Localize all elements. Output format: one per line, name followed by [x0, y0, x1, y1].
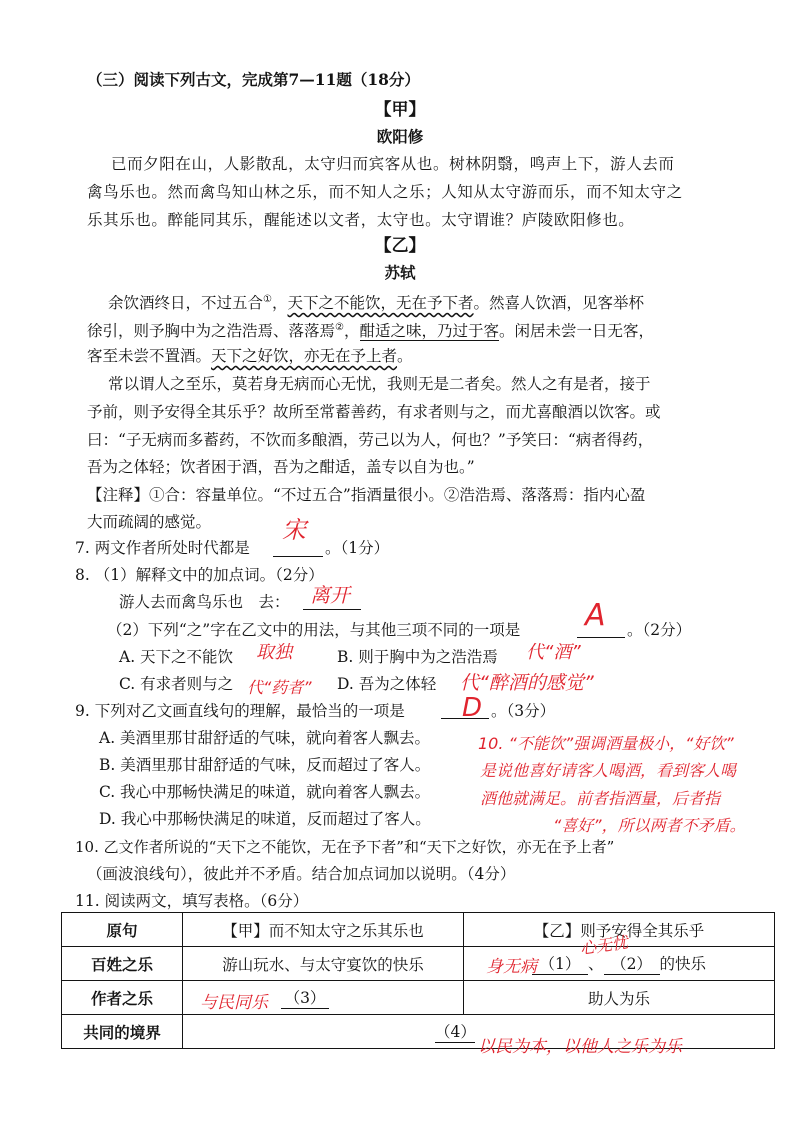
section-title: （三）阅读下列古文，完成第7—11题（18分） — [87, 70, 420, 89]
handwritten-answer-10-line: 酒他就满足。前者指酒量，后者指 — [480, 789, 721, 808]
passage-b-line: 曰：“子无病而多蓄药，不饮而多酿酒，劳己以为人，何也？”予笑曰：“病者得药， — [87, 431, 654, 449]
option-8-a: A. 天下之不能饮 — [119, 648, 234, 666]
handwritten-answer-10-line: 10. “不能饮”强调酒量极小，“好饮” — [478, 734, 734, 753]
option-9: A. 美酒里那甘甜舒适的气味，就向着客人飘去。 — [99, 729, 431, 747]
handwritten-answer-8-2: A — [585, 598, 606, 633]
text: 余饮酒终日，不过五合 — [108, 294, 264, 313]
handwritten-answer-9: D — [462, 693, 483, 723]
footnote-mark: ① — [263, 294, 272, 305]
question-10-line-2: （画波浪线句），彼此并不矛盾。结合加点词加以说明。（4分） — [87, 865, 516, 883]
handwritten-answer-11-4: 以民为本，以他人之乐为乐 — [478, 1037, 682, 1057]
text: ， — [343, 322, 360, 341]
annotation-line: 【注释】①合：容量单位。“不过五合”指酒量很小。②浩浩焉、落落焉：指内心盈 — [87, 486, 646, 504]
underlined-sentence: 酣适之味，乃过于客 — [359, 322, 500, 341]
passage-a-line: 乐其乐也。醉能同其乐，醒能述以文者，太守也。太守谓谁？庐陵欧阳修也。 — [87, 211, 635, 229]
table-header: 原句 — [62, 913, 183, 947]
row-label: 共同的境界 — [62, 1015, 183, 1049]
passage-a-line: 禽鸟乐也。然而禽鸟知山林之乐，而不知人之乐；人知从太守游而乐，而不知太守之 — [87, 183, 683, 201]
question-10-line-1: 10. 乙文作者所说的“天下之不能饮，无在予下者”和“天下之好饮，亦无在予上者” — [75, 838, 615, 856]
question-8-1: 游人去而禽鸟乐也 去： — [119, 593, 290, 611]
answer-table — [61, 912, 775, 1049]
text: 、 — [587, 955, 604, 973]
answer-blank[interactable]: （3） — [281, 986, 329, 1009]
handwritten-note-8c: 代“药者” — [247, 678, 312, 697]
passage-b-author: 苏轼 — [384, 263, 416, 282]
text: 。闲居未尝一日无客， — [499, 322, 655, 341]
question-9-score: 。（3分） — [491, 702, 556, 720]
question-9: 9. 下列对乙文画直线句的理解，最恰当的一项是 — [75, 702, 405, 720]
table-row — [62, 981, 775, 1015]
passage-a-label: 【甲】 — [374, 100, 426, 120]
handwritten-note-8a: 取独 — [256, 642, 292, 663]
answer-blank[interactable]: （4） — [435, 1020, 475, 1043]
wavy-sentence-2: 天下之好饮，亦无在予上者 — [211, 347, 398, 365]
question-8-2: （2）下列“之”字在乙文中的用法，与其他三项不同的一项是 — [107, 621, 521, 639]
option-9: B. 美酒里那甘甜舒适的气味，反而超过了客人。 — [99, 756, 431, 774]
handwritten-note-8b: 代“酒” — [526, 642, 581, 663]
table-header: 【乙】则予安得全其乐乎 — [464, 913, 775, 947]
table-header: 【甲】而不知太守之乐其乐也 — [183, 913, 464, 947]
handwritten-answer-10-line: “喜好”，所以两者不矛盾。 — [553, 816, 746, 835]
answer-blank[interactable] — [273, 556, 323, 557]
question-11-title: 11. 阅读两文，填写表格。（6分） — [75, 892, 309, 910]
text: 。 — [397, 347, 413, 365]
text: 的快乐 — [659, 955, 707, 973]
answer-blank[interactable]: （1） — [532, 952, 588, 975]
handwritten-answer-11-3: 与民同乐 — [200, 993, 268, 1013]
answer-blank[interactable]: （2） — [604, 952, 660, 975]
option-8-b: B. 则于胸中为之浩浩焉 — [337, 648, 498, 666]
row-label: 百姓之乐 — [62, 947, 183, 981]
passage-a-line: 已而夕阳在山，人影散乱，太守归而宾客从也。树林阴翳，鸣声上下，游人去而 — [111, 155, 675, 173]
text: 。然喜人饮酒，见客举杯 — [473, 294, 645, 313]
passage-b-line-1 — [108, 290, 644, 313]
annotation-line: 大而疏阔的感觉。 — [87, 513, 212, 531]
handwritten-answer-10-line: 是说他喜好请客人喝酒，看到客人喝 — [480, 761, 737, 780]
option-8-d: D. 吾为之体轻 — [337, 675, 437, 693]
passage-b-label: 【乙】 — [374, 236, 426, 256]
text: ， — [271, 294, 288, 313]
passage-b-line: 常以谓人之至乐，莫若身无病而心无忧，我则无是二者矣。然人之有是者，接于 — [108, 375, 651, 393]
handwritten-answer-11-2: 心无忧 — [578, 932, 630, 959]
handwritten-note-8d: 代“醉酒的感觉” — [460, 672, 594, 694]
footnote-mark: ② — [335, 322, 344, 333]
question-7-score: 。（1分） — [325, 539, 390, 557]
question-8-2-score: 。（2分） — [627, 621, 692, 639]
text: 徐引，则予胸中为之浩浩焉、落落焉 — [87, 322, 336, 341]
table-row — [62, 947, 775, 981]
option-8-c: C. 有求者则与之 — [119, 675, 234, 693]
table-cell: 游山玩水、与太守宴饮的快乐 — [183, 947, 464, 981]
answer-blank[interactable] — [577, 637, 625, 638]
answer-blank[interactable] — [303, 609, 361, 610]
passage-b-line: 吾为之体轻；饮者困于酒，吾为之酣适，盖专以自为也。” — [87, 458, 475, 476]
option-9: C. 我心中那畅快满足的味道，就向着客人飘去。 — [99, 783, 431, 801]
question-8-title: 8. （1）解释文中的加点词。（2分） — [75, 566, 324, 584]
wavy-sentence-1: 天下之不能饮，无在予下者 — [287, 294, 474, 313]
handwritten-answer-7: 宋 — [282, 516, 306, 544]
passage-a-author: 欧阳修 — [376, 127, 424, 146]
passage-b-line: 予前，则予安得全其乐乎？故所至常蓄善药，有求者则与之，而尤喜酿酒以饮客。或 — [87, 403, 661, 421]
table-cell: 助人为乐 — [464, 981, 775, 1015]
passage-b-line-2 — [87, 318, 654, 341]
handwritten-answer-8-1: 离开 — [310, 583, 350, 607]
row-label: 作者之乐 — [62, 981, 183, 1015]
option-9: D. 我心中那畅快满足的味道，反而超过了客人。 — [99, 810, 431, 828]
passage-b-line-3 — [87, 346, 413, 366]
table-row — [62, 913, 775, 947]
text: 客至未尝不置酒。 — [87, 347, 212, 365]
question-7: 7. 两文作者所处时代都是 — [75, 539, 250, 557]
handwritten-answer-11-1: 身无病 — [486, 957, 537, 977]
